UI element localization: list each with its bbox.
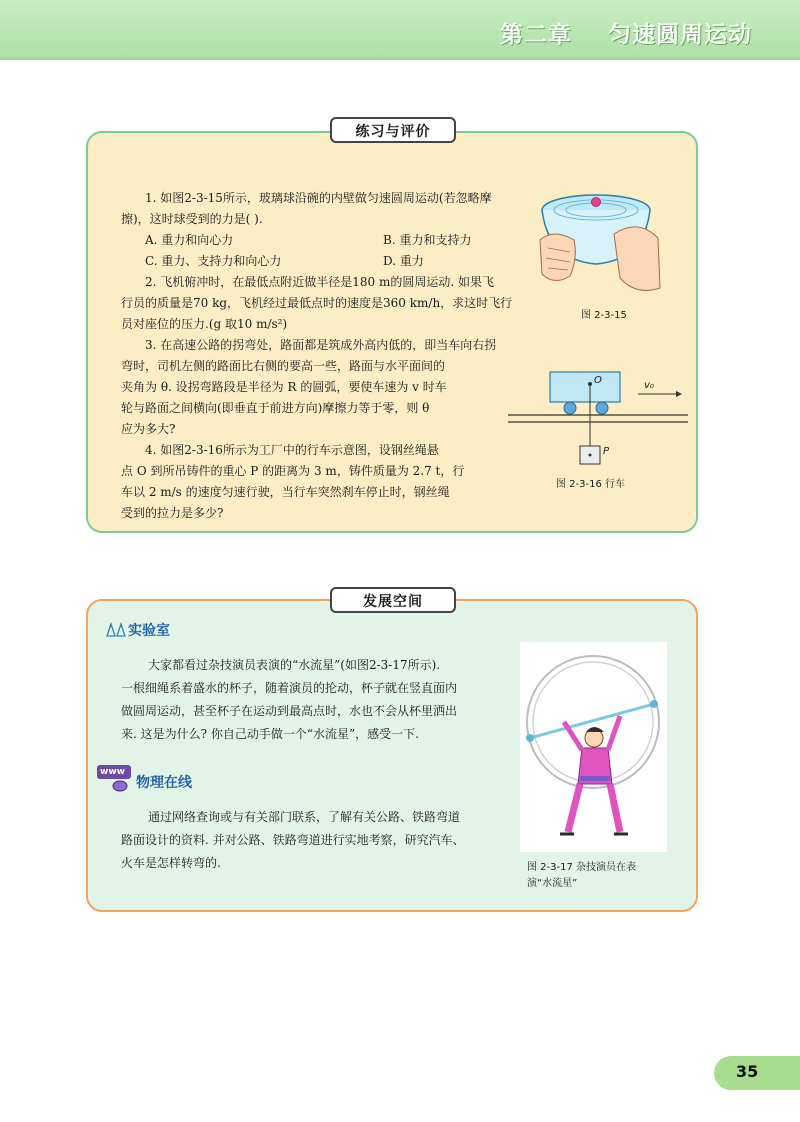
q2-line-1: 2. 飞机俯冲时，在最低点附近做半径是180 m的圆周运动. 如果飞 [145,275,494,289]
q3-line-3: 夹角为 θ. 设拐弯路段是半径为 R 的圆弧，要使车速为 v 时车 [121,380,447,394]
q1-option-d: D. 重力 [383,254,424,268]
online-line-3: 火车是怎样转弯的. [121,856,221,870]
lab-line-4: 来. 这是为什么? 你自己动手做一个“水流星”，感受一下. [121,727,419,741]
header-rule [0,58,800,60]
lab-line-3: 做圆周运动，甚至杯子在运动到最高点时，水也不会从杯里洒出 [121,704,458,718]
acrobat-figure [520,642,667,852]
lab-title: 实验室 [128,623,170,639]
fig16-caption: 图 2-3-16 行车 [556,479,626,490]
q2-line-3: 员对座位的压力.(g 取10 m/s²) [121,317,288,331]
q1-option-a: A. 重力和向心力 [145,233,234,247]
lab-line-1: 大家都看过杂技演员表演的“水流星”(如图2-3-17所示). [148,658,441,672]
flask-icon [104,621,128,637]
chapter-title: 第二章 匀速圆周运动 [499,22,752,48]
q1-option-b: B. 重力和支持力 [383,233,472,247]
q2-line-2: 行员的质量是70 kg，飞机经过最低点时的速度是360 km/h，求这时飞行 [121,296,513,310]
fig17-caption-line-2: 演“水流星” [527,878,578,889]
q3-line-1: 3. 在高速公路的拐弯处，路面都是筑成外高内低的，即当车向右拐 [145,338,497,352]
www-icon [97,765,131,779]
mouse-icon [110,778,130,792]
page-number-tab [714,1056,800,1090]
practice-label: 练习与评价 [330,117,456,143]
q4-line-1: 4. 如图2-3-16所示为工厂中的行车示意图，设钢丝绳悬 [145,443,439,457]
q3-line-4: 轮与路面之间横向(即垂直于前进方向)摩擦力等于零，则 θ [121,401,430,415]
fig16-label-v: v₀ [644,380,654,391]
q4-line-3: 车以 2 m/s 的速度匀速行驶，当行车突然刹车停止时，钢丝绳 [121,485,450,499]
lab-line-2: 一根细绳系着盛水的杯子，随着演员的抡动，杯子就在竖直面内 [121,681,458,695]
www-badge-text: www [100,767,125,777]
header-band [0,0,800,60]
q3-line-2: 弯时，司机左侧的路面比右侧的要高一些，路面与水平面间的 [121,359,446,373]
q1-line-2: 擦)，这时球受到的力是( ). [121,212,263,226]
page-number: 35 [736,1062,759,1081]
bowl-figure [534,188,664,300]
development-label: 发展空间 [330,587,456,613]
fig16-label-p: P [603,446,610,457]
fig17-caption-line-1: 图 2-3-17 杂技演员在表 [527,862,637,873]
fig15-caption: 图 2-3-15 [581,310,627,321]
online-line-2: 路面设计的资料. 并对公路、铁路弯道进行实地考察，研究汽车、 [121,833,465,847]
q1-option-c: C. 重力、支持力和向心力 [145,254,282,268]
online-title: 物理在线 [136,775,192,791]
q1-line-1: 1. 如图2-3-15所示，玻璃球沿碗的内壁做匀速圆周运动(若忽略摩 [145,191,492,205]
q4-line-4: 受到的拉力是多少? [121,506,224,520]
q4-line-2: 点 O 到所吊铸件的重心 P 的距离为 3 m，铸件质量为 2.7 t，行 [121,464,465,478]
q3-line-5: 应为多大? [121,422,176,436]
fig16-label-o: O [594,375,602,386]
online-line-1: 通过网络查询或与有关部门联系，了解有关公路、铁路弯道 [148,810,461,824]
